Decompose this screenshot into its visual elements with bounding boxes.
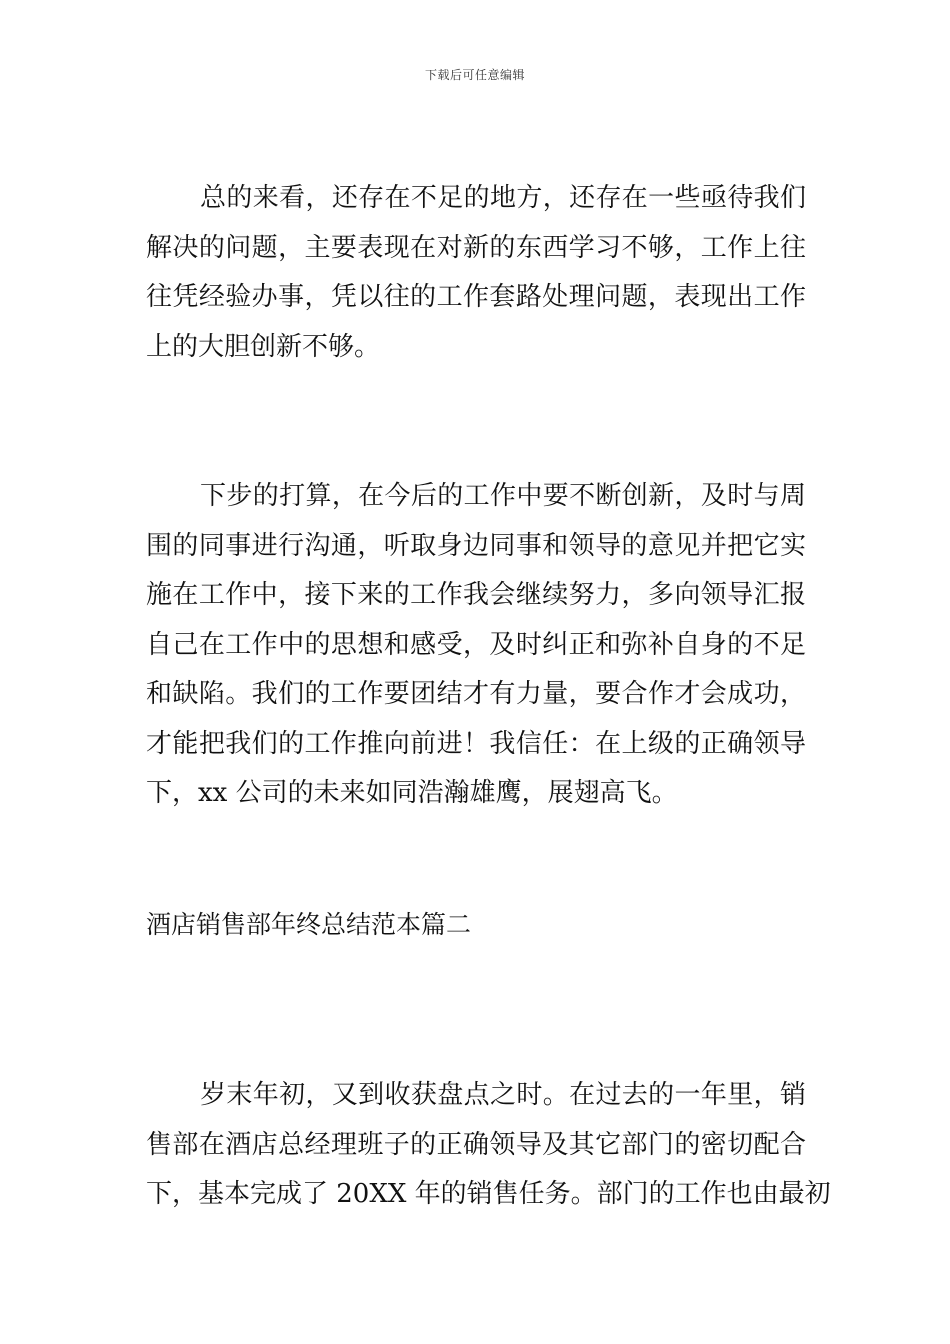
paragraph-line: 和缺陷。我们的工作要团结才有力量，要合作才会成功，	[146, 679, 806, 709]
paragraph-line: 售部在酒店总经理班子的正确领导及其它部门的密切配合	[146, 1129, 806, 1160]
paragraph-line: 下，基本完成了 20XX 年的销售任务。部门的工作也由最初	[146, 1179, 831, 1209]
paragraph-line: 才能把我们的工作推向前进！我信任：在上级的正确领导	[146, 728, 806, 759]
paragraph-line: 下，xx 公司的未来如同浩瀚雄鹰，展翅高飞。	[146, 778, 678, 808]
paragraph-line: 往凭经验办事，凭以往的工作套路处理问题，表现出工作	[146, 282, 806, 312]
paragraph-year-end	[146, 1071, 831, 1220]
paragraph-line: 施在工作中，接下来的工作我会继续努力，多向领导汇报	[146, 580, 806, 610]
header-note: 下载后可任意编辑	[424, 68, 525, 82]
paragraph-line: 自己在工作中的思想和感受，及时纠正和弥补自身的不足	[146, 629, 806, 660]
section-heading: 酒店销售部年终总结范本篇二	[146, 910, 472, 939]
paragraph-plans	[146, 472, 806, 819]
paragraph-line: 岁末年初，又到收获盘点之时。在过去的一年里，销	[200, 1080, 806, 1110]
paragraph-line: 下步的打算，在今后的工作中要不断创新，及时与周	[200, 481, 806, 511]
paragraph-line: 围的同事进行沟通，听取身边同事和领导的意见并把它实	[146, 530, 806, 561]
paragraph-line: 上的大胆创新不够。	[146, 331, 381, 362]
paragraph-line: 总的来看，还存在不足的地方，还存在一些亟待我们	[200, 183, 806, 213]
paragraph-line: 解决的问题，主要表现在对新的东西学习不够，工作上往	[146, 232, 806, 263]
paragraph-summary	[146, 174, 806, 372]
